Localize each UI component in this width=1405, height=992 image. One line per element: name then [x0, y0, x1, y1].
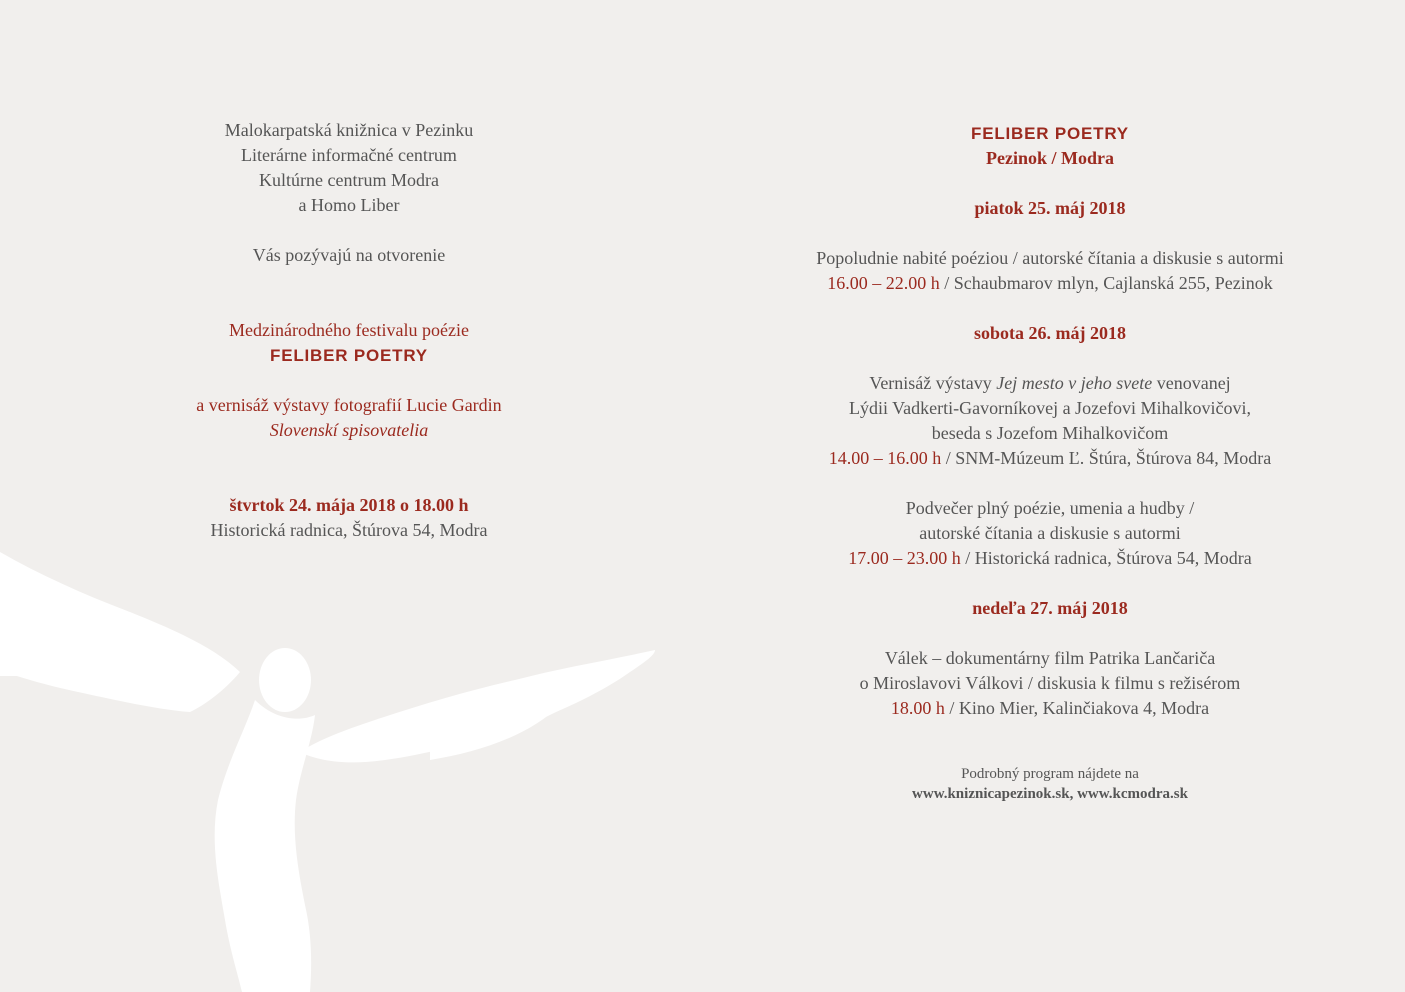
day3-venue: / Kino Mier, Kalinčiakova 4, Modra [944, 698, 1210, 718]
festival-intro: Medzinárodného festivalu poézie [229, 320, 469, 340]
organizer-line: Literárne informačné centrum [241, 145, 457, 165]
invitation-column [99, 118, 599, 543]
day2-event2-schedule [700, 546, 1400, 571]
day3-line2: o Miroslavovi Válkovi / diskusia k filmu s režisérom [859, 673, 1241, 693]
day2-event1-schedule [700, 446, 1400, 471]
exhibition-title: Slovenskí spisovatelia [269, 420, 429, 440]
day2-event1-line2: Lýdii Vadkerti-Gavorníkovej a Jozefovi Mihalkovičovi, [848, 398, 1252, 418]
organizer-line: Kultúrne centrum Modra [259, 170, 439, 190]
program-title: FELIBER POETRY [971, 124, 1129, 143]
event1-prefix: Vernisáž výstavy [869, 373, 997, 393]
event1-time: 14.00 – 16.00 h [828, 448, 942, 468]
festival-name: FELIBER POETRY [270, 346, 428, 365]
day1-venue: / Schaubmarov mlyn, Cajlanská 255, Pezinok [939, 273, 1273, 293]
day3-schedule [700, 696, 1400, 721]
day1-schedule [700, 271, 1400, 296]
day2-event2-line2: autorské čítania a diskusie s autormi [919, 523, 1181, 543]
program-column [700, 121, 1400, 804]
event1-venue: / SNM-Múzeum Ľ. Štúra, Štúrova 84, Modra [941, 448, 1272, 468]
day3-date: nedeľa 27. máj 2018 [972, 598, 1128, 618]
footer-links: www.kniznicapezinok.sk, www.kcmodra.sk [912, 786, 1188, 802]
footer-intro: Podrobný program nájdete na [961, 766, 1139, 782]
event1-suffix: venovanej [1152, 373, 1231, 393]
day2-date: sobota 26. máj 2018 [974, 323, 1126, 343]
event2-venue: / Historická radnica, Štúrova 54, Modra [960, 548, 1252, 568]
invite-text: Vás pozývajú na otvorenie [252, 245, 446, 265]
organizer-line: Malokarpatská knižnica v Pezinku [224, 120, 474, 140]
opening-venue: Historická radnica, Štúrova 54, Modra [210, 520, 488, 540]
day2-event1-line1 [700, 371, 1400, 396]
event2-time: 17.00 – 23.00 h [848, 548, 961, 568]
day1-description: Popoludnie nabité poéziou / autorské čítania a diskusie s autormi [816, 248, 1284, 268]
program-subtitle: Pezinok / Modra [986, 148, 1114, 168]
exhibition-intro: a vernisáž výstavy fotografií Lucie Gardin [196, 395, 502, 415]
organizer-line: a Homo Liber [298, 195, 400, 215]
day1-time: 16.00 – 22.00 h [827, 273, 940, 293]
day1-date: piatok 25. máj 2018 [974, 198, 1126, 218]
day3-time: 18.00 h [890, 698, 945, 718]
day3-line1: Válek – dokumentárny film Patrika Lančariča [884, 648, 1216, 668]
opening-date: štvrtok 24. mája 2018 o 18.00 h [229, 495, 469, 515]
event1-title: Jej mesto v jeho svete [996, 373, 1153, 393]
day2-event1-line3: beseda s Jozefom Mihalkovičom [931, 423, 1169, 443]
day2-event2-line1: Podvečer plný poézie, umenia a hudby / [905, 498, 1195, 518]
